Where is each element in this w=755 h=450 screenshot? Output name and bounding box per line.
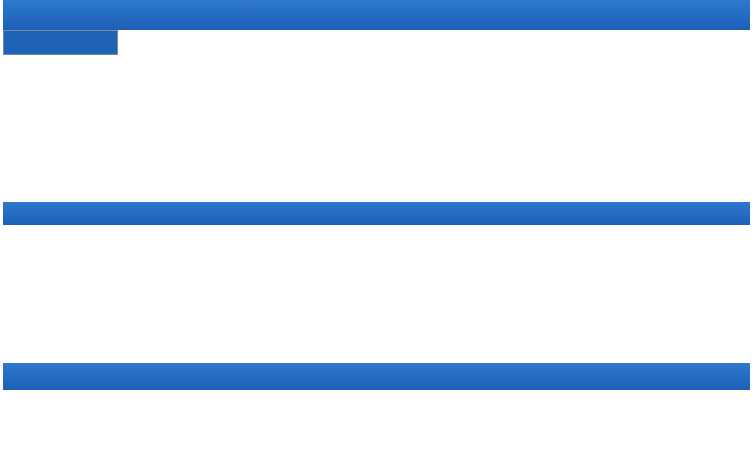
parameter-table (3, 30, 750, 55)
parameter-title (3, 0, 750, 30)
effective-journey-label (4, 31, 118, 55)
motor-title (3, 363, 750, 390)
screw-title (3, 202, 750, 225)
effective-journey-row (4, 31, 751, 55)
